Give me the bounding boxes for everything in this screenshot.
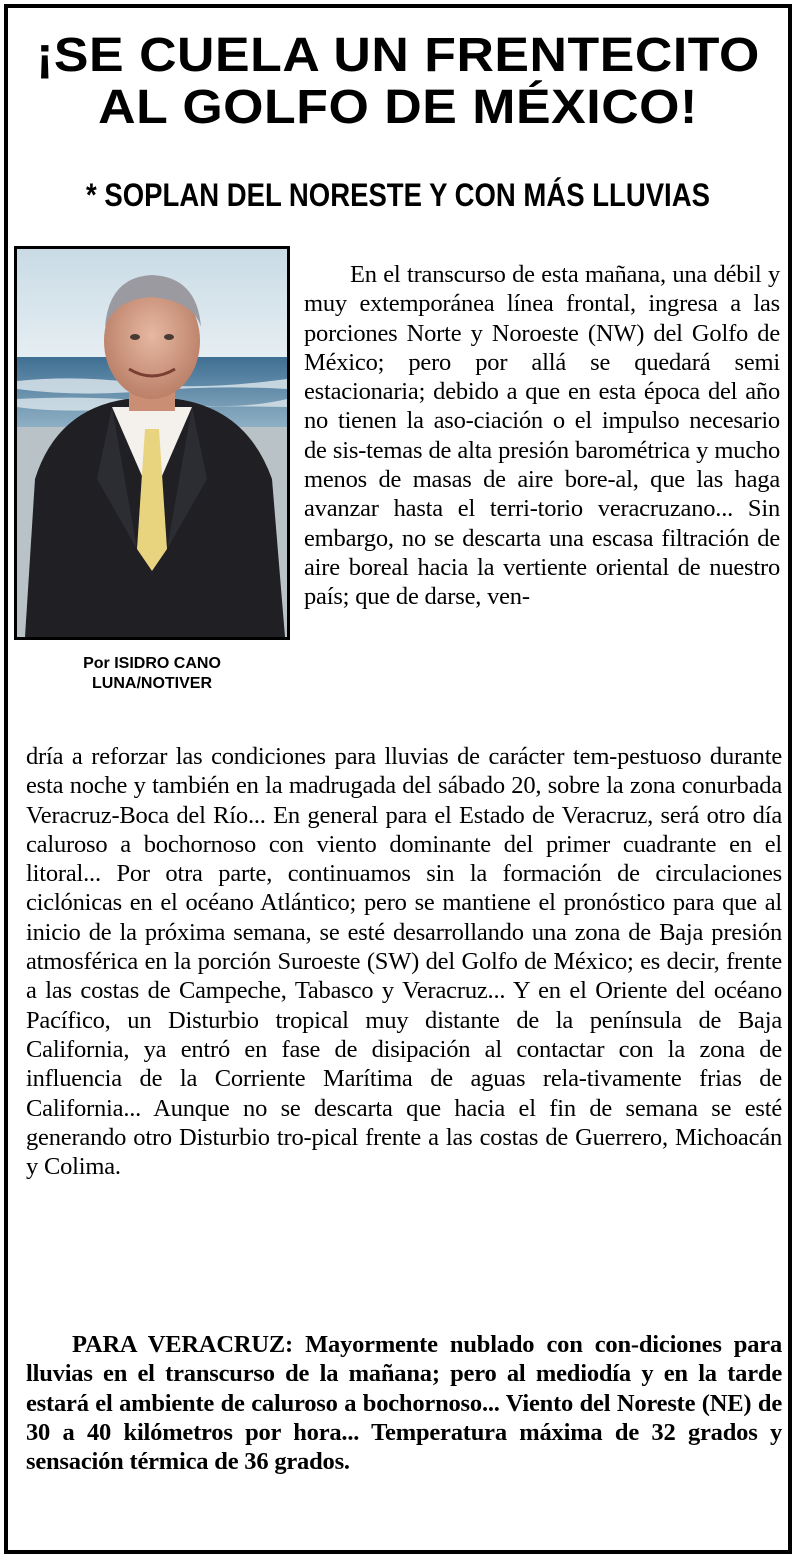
forecast-paragraph [26, 1330, 782, 1476]
article-body-column [304, 260, 780, 612]
headline-line-1: ¡SE CUELA UN FRENTECITO [36, 29, 760, 82]
article-body-full-width [26, 742, 782, 1181]
headline [0, 30, 800, 134]
byline-author: Por ISIDRO CANO [83, 655, 221, 672]
article-frame [4, 4, 792, 1554]
author-portrait-image [17, 249, 287, 637]
forecast-text: PARA VERACRUZ: Mayormente nublado con con-diciones para lluvias en el transcurso de la mañana; pero al mediodía y en la tarde estará el ambiente de caluroso a bochornoso... Viento del Noreste (NE) de 30 a 40 kilómetros por hora... Temperatura máxima de 32 grados y sensación térmica de 36 grados. [26, 1331, 782, 1476]
article-body-part-2: dría a reforzar las condiciones para lluvias de carácter tem-pestuoso durante esta noche y también en la madrugada del sábado 20, sobre la zona conurbada Veracruz-Boca del Río... En general para el Estado de Veracruz, será otro día caluroso a bochornoso con viento dominante del primer cuadrante en el litoral... Por otra parte, continuamos sin la formación de circulaciones ciclónicas en el océano Atlántico; pero se mantiene el pronóstico para que al inicio de la próxima semana, se esté desarrollando una zona de Baja presión atmosférica en la porción Suroeste (SW) del Golfo de México; es decir, frente a las costas de Campeche, Tabasco y Veracruz... Y en el Oriente del océano Pacífico, un Disturbio tropical muy distante de la península de Baja California, ya entró en fase de disipación al contactar con la zona de influencia de la Corriente Marítima de aguas rela-tivamente frias de California... Aunque no se descarta que hacia el fin de semana se esté generando otro Disturbio tro-pical frente a las costas de Guerrero, Michoacán y Colima. [26, 743, 782, 1181]
article-body-part-1: En el transcurso de esta mañana, una débil y muy extemporánea línea frontal, ingresa a las porciones Norte y Noroeste (NW) del Golfo de México; pero por allá se quedará semi estacionaria; debido a que en esta época del año no tienen la aso-ciación o el impulso necesario de sis-temas de alta presión barométrica y mucho menos de masas de aire bore-al, que las haga avanzar hasta el terri-torio veracruzano... Sin embargo, no se descarta una escasa filtración de aire boreal hacia la vertiente oriental de nuestro país; que de darse, ven- [304, 261, 780, 611]
headline-line-2: AL GOLFO DE MÉXICO! [98, 81, 698, 134]
author-photo [14, 246, 290, 640]
subheadline: * SOPLAN DEL NORESTE Y CON MÁS LLUVIAS [86, 177, 710, 213]
byline-outlet: LUNA/NOTIVER [92, 675, 212, 692]
byline [14, 654, 290, 694]
